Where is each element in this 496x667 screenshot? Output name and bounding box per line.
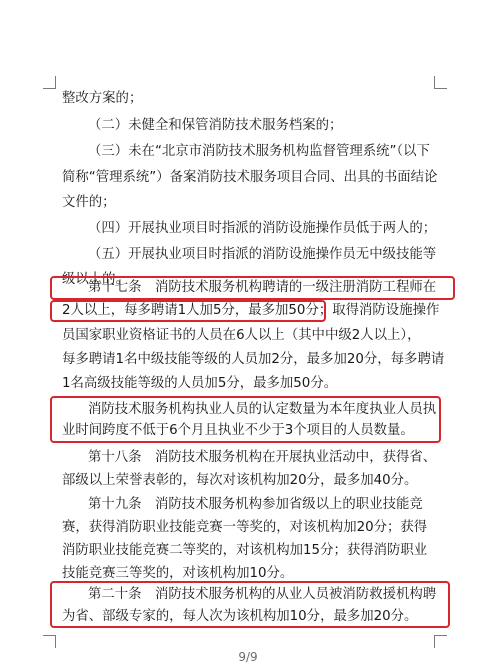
text-line: 第二十条 消防技术服务机构的从业人员被消防救援机构聘	[88, 587, 437, 602]
text-line: 消防职业技能竞赛二等奖的，对该机构加15分；获得消防职业	[62, 543, 428, 558]
text-line: 简称“管理系统”）备案消防技术服务项目合同、出具的书面结论	[62, 170, 438, 185]
text-line: 文件的；	[62, 195, 116, 210]
crop-mark-top-left	[43, 76, 56, 89]
text-line: 每多聘请1名中级技能等级的人员加2分，最多加20分，每多聘请	[62, 352, 445, 367]
text-line: 业时间跨度不低于6个月且执业不少于3个项目的人员数量。	[62, 423, 414, 438]
text-line: 技能竞赛三等奖的，对该机构加10分。	[62, 566, 294, 581]
crop-mark-bottom-left	[43, 635, 56, 648]
text-line: 赛，获得消防职业技能竞赛一等奖的，对该机构加20分；获得	[62, 520, 428, 535]
text-line: 部级以上荣誉表彰的，每次对该机构加20分，最多加40分。	[62, 473, 418, 488]
text-line: （五）开展执业项目时指派的消防设施操作员无中级技能等	[88, 247, 437, 262]
text-line: 2人以上，每多聘请1人加5分，最多加50分；取得消防设施操作	[62, 303, 440, 318]
text-line: 第十九条 消防技术服务机构参加省级以上的职业技能竞	[88, 497, 423, 512]
text-line: 1名高级技能等级的人员加5分，最多加50分。	[62, 376, 338, 391]
text-line: （四）开展执业项目时指派的消防设施操作员低于两人的；	[88, 221, 437, 236]
text-line: （三）未在“北京市消防技术服务机构监督管理系统”（以下	[88, 144, 430, 159]
text-line: 第十八条 消防技术服务机构在开展执业活动中，获得省、	[88, 450, 437, 465]
crop-mark-top-right	[434, 76, 447, 89]
page-number: 9/9	[238, 650, 258, 664]
text-line: 整改方案的；	[62, 91, 143, 106]
text-line: 第十七条 消防技术服务机构聘请的一级注册消防工程师在	[88, 280, 437, 295]
text-line: 员国家职业资格证书的人员在6人以上（其中中级2人以上），	[62, 328, 421, 343]
text-line: 为省、部级专家的，每人次为该机构加10分，最多加20分。	[62, 609, 418, 624]
crop-mark-bottom-right	[434, 635, 447, 648]
text-line: （二）未健全和保管消防技术服务档案的；	[88, 118, 343, 133]
text-line: 级以上的。	[62, 272, 129, 287]
text-line: 消防技术服务机构执业人员的认定数量为本年度执业人员执	[88, 402, 437, 417]
